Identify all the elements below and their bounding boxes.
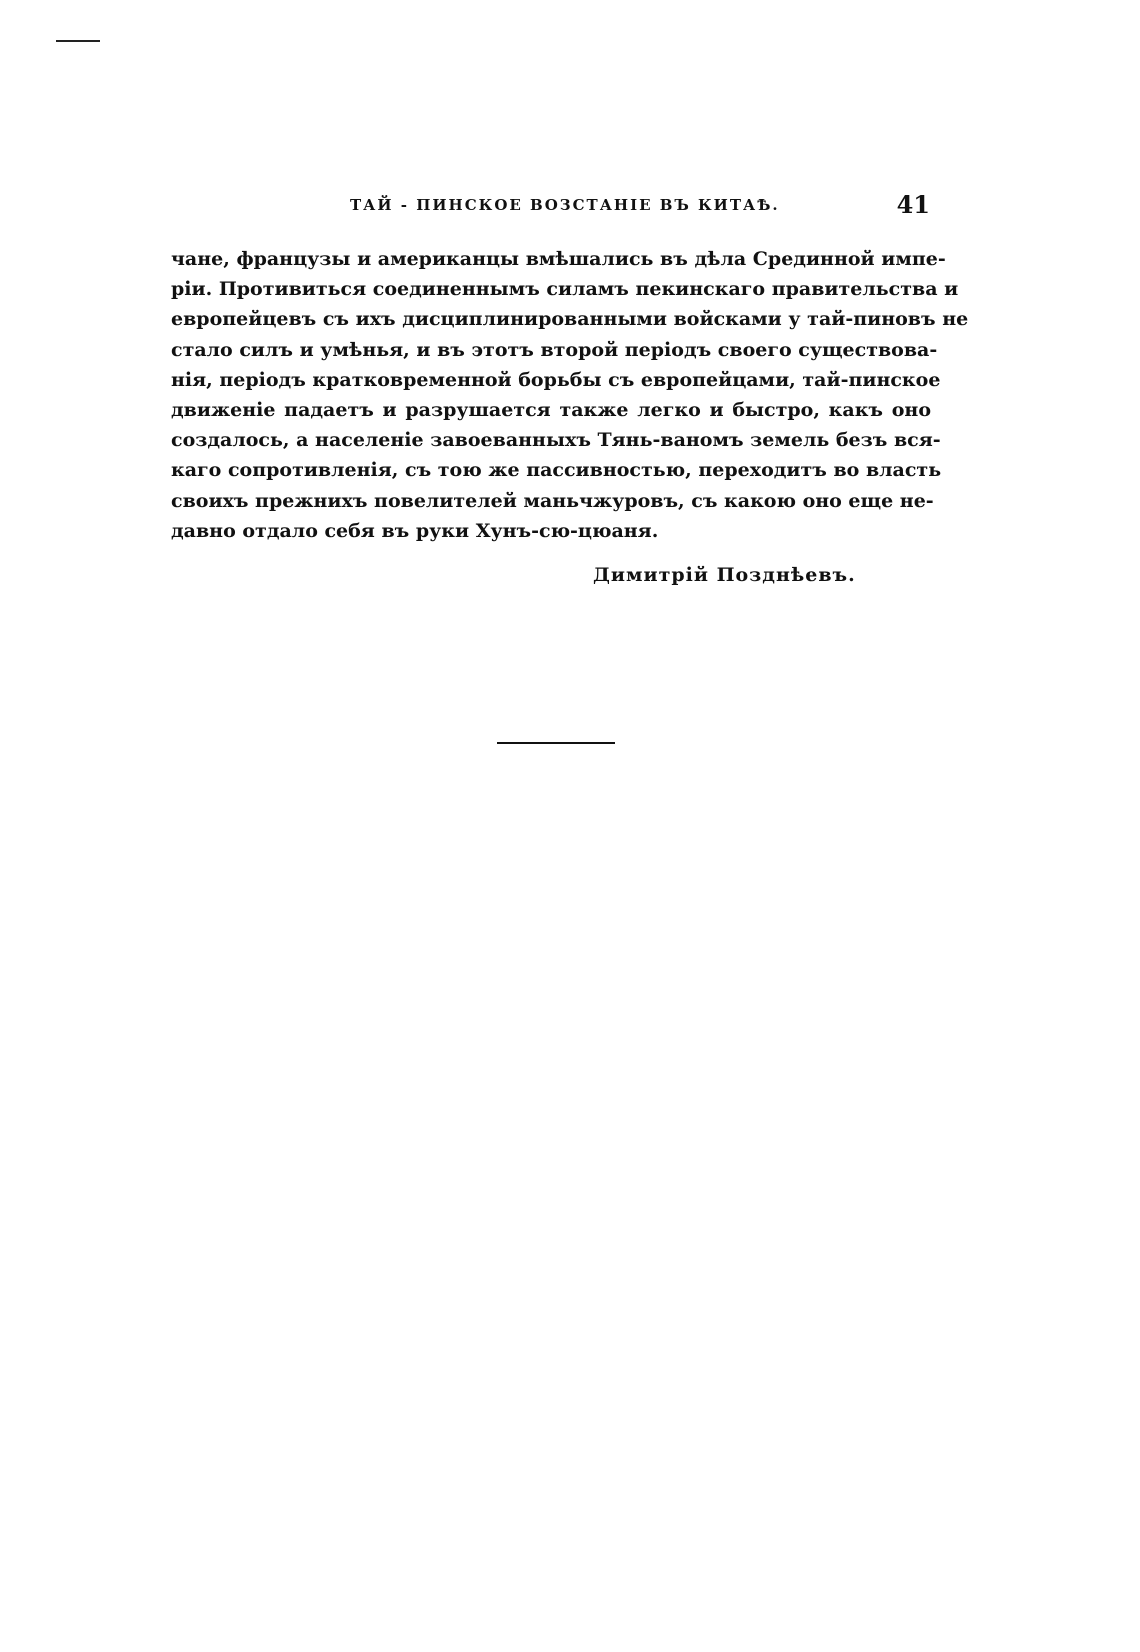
body-paragraph (171, 244, 969, 546)
text-line: чане, французы и американцы вмѣшались въ дѣла Срединной импе- (171, 248, 946, 270)
text-line: стало силъ и умѣнья, и въ этотъ второй періодъ своего существова- (171, 338, 938, 361)
text-line: создалось, а населеніе завоеванныхъ Тянь-ваномъ земель безъ вся- (171, 429, 941, 452)
text-line: нія, періодъ кратковременной борьбы съ европейцами, тай-пинское (171, 368, 941, 391)
author-signature: Димитрій Позднѣевъ. (593, 564, 856, 586)
page-header (170, 192, 930, 222)
running-title: ТАЙ - ПИНСКОЕ ВОЗСТАНІЕ ВЪ КИТАѢ. (350, 196, 780, 214)
page-number: 41 (896, 190, 930, 219)
text-line: своихъ прежнихъ повелителей маньчжуровъ, съ какою оно еще не- (171, 489, 934, 512)
text-line: каго сопротивленія, съ тою же пассивностью, переходитъ во власть (171, 459, 942, 482)
end-divider (497, 742, 615, 744)
top-edge-rule (56, 40, 100, 42)
text-line: давно отдало себя въ руки Хунъ-сю-цюаня. (171, 519, 659, 542)
text-line: европейцевъ съ ихъ дисциплинированными войсками у тай-пиновъ не (171, 308, 969, 331)
text-line: движеніе падаетъ и разрушается также легко и быстро, какъ оно (171, 398, 931, 421)
text-line: ріи. Противиться соединеннымъ силамъ пекинскаго правительства и (171, 278, 959, 301)
